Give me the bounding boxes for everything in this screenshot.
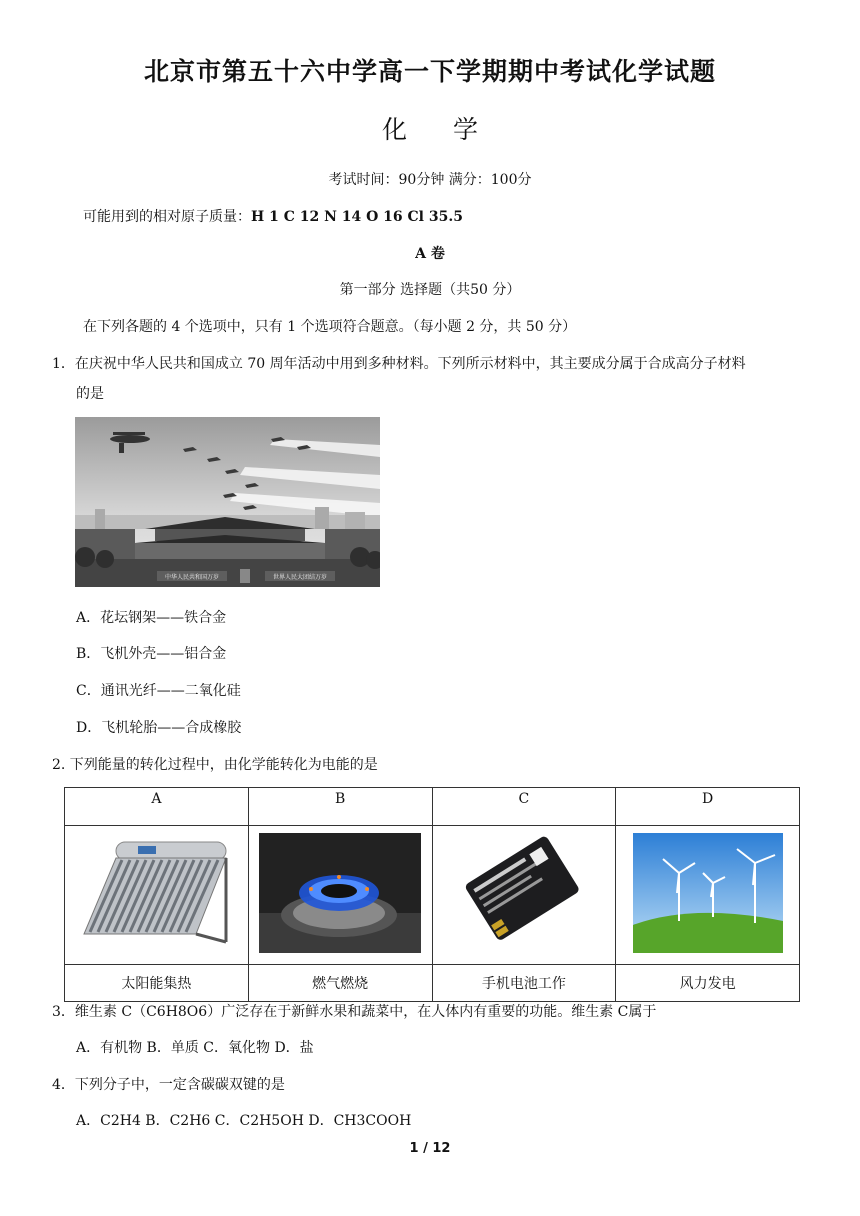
page-number: 1 / 12 xyxy=(409,1141,451,1156)
subject-heading: 化 学 xyxy=(382,115,478,144)
q2-col-a: A xyxy=(65,788,249,826)
volume-label: A 卷 xyxy=(415,246,445,262)
phone-battery-image xyxy=(449,833,599,953)
q2-image-cell-c xyxy=(432,826,616,965)
q3-options: A．有机物 B．单质 C．氧化物 D．盐 xyxy=(76,1040,314,1056)
q2-caption-c: 手机电池工作 xyxy=(432,965,616,1002)
q1-option-a: A．花坛钢架——铁合金 xyxy=(76,610,227,626)
q2-image-cell-d xyxy=(616,826,800,965)
q2-col-d: D xyxy=(616,788,800,826)
q2-stem: 2. 下列能量的转化过程中，由化学能转化为电能的是 xyxy=(52,757,378,773)
part-heading: 第一部分 选择题（共50 分） xyxy=(339,282,521,298)
q2-image-cell-a xyxy=(65,826,249,965)
instruction: 在下列各题的 4 个选项中，只有 1 个选项符合题意。（每小题 2 分，共 50 分） xyxy=(83,319,577,335)
q2-caption-d: 风力发电 xyxy=(616,965,800,1002)
q1-stem-line2: 的是 xyxy=(76,386,104,402)
solar-water-heater-image xyxy=(76,834,236,952)
wind-turbines-image xyxy=(633,833,783,953)
q1-option-c: C．通讯光纤——二氧化硅 xyxy=(76,683,241,699)
exam-info: 考试时间：90分钟 满分：100分 xyxy=(328,172,532,188)
q2-col-b: B xyxy=(248,788,432,826)
photo-banner-left: 中华人民共和国万岁 xyxy=(164,574,219,581)
q2-col-c: C xyxy=(432,788,616,826)
q1-option-d: D．飞机轮胎——合成橡胶 xyxy=(76,720,242,736)
atomic-mass-line xyxy=(83,206,463,226)
atomic-mass-values: H 1 C 12 N 14 O 16 Cl 35.5 xyxy=(251,209,463,225)
q2-table xyxy=(64,787,800,1002)
q1-option-b: B．飞机外壳——铝合金 xyxy=(76,646,227,662)
q2-image-cell-b xyxy=(248,826,432,965)
q1-parade-photo xyxy=(75,417,380,587)
q2-caption-b: 燃气燃烧 xyxy=(248,965,432,1002)
q4-options: A．C2H4 B．C2H6 C．C2H5OH D．CH3COOH xyxy=(76,1113,412,1129)
q2-caption-a: 太阳能集热 xyxy=(65,965,249,1002)
photo-banner-right: 世界人民大团结万岁 xyxy=(272,574,327,581)
q3-stem: 3．维生素 C（C6H8O6）广泛存在于新鲜水果和蔬菜中，在人体内有重要的功能。维生素 C属于 xyxy=(52,1004,657,1020)
page-title: 北京市第五十六中学高一下学期期中考试化学试题 xyxy=(143,57,716,86)
gas-burner-image xyxy=(259,833,421,953)
q1-stem-line1: 1．在庆祝中华人民共和国成立 70 周年活动中用到多种材料。下列所示材料中，其主要成分属于合成高分子材料 xyxy=(52,356,746,372)
q4-stem: 4．下列分子中，一定含碳碳双键的是 xyxy=(52,1077,285,1093)
atomic-mass-label: 可能用到的相对原子质量： xyxy=(83,209,251,225)
